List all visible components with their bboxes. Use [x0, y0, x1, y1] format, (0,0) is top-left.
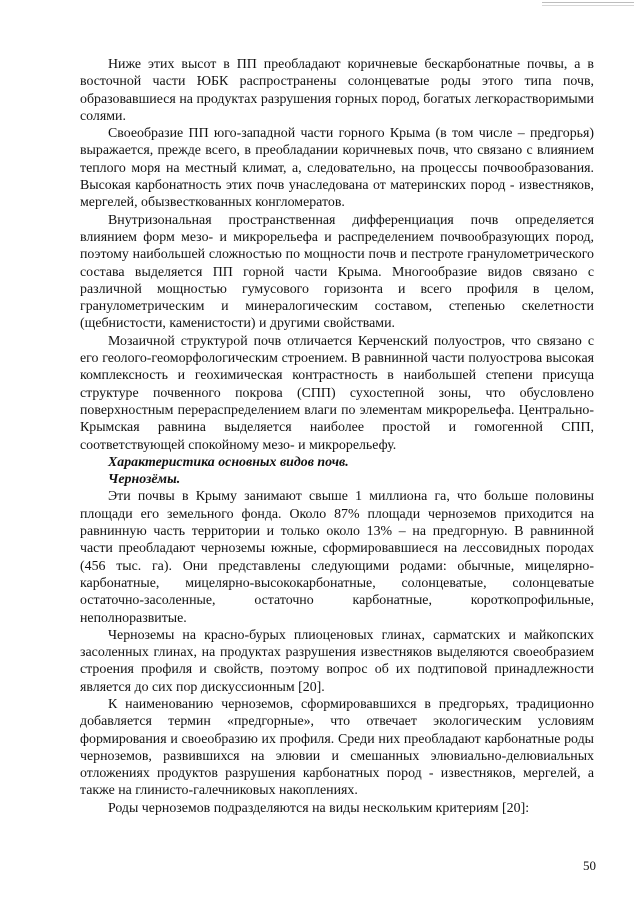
paragraph: Черноземы на красно-бурых плиоценовых глинах, сарматских и майкопских засоленных глинах, на продуктах разрушения известняков выделяются своеобразием строения профиля и свойств, поэтому вопрос об их подтиповой принадлежности является до сих пор дискуссионным [20].: [80, 627, 594, 695]
subsection-heading: Чернозёмы.: [108, 472, 181, 488]
paragraph: Внутризональная пространственная дифференциация почв определяется влиянием форм мезо- и микрорельефа и распределением почвообразующих пород, поэтому наибольшей сложностью по мощности почв и пестроте гранулометрического состава выделяется ПП горной части Крыма. Многообразие видов связано с различной мощностью гумусового горизонта и всего профиля в целом, гранулометрическим и минералогическим составом, степенью скелетности (щебнистости, каменистости) и другими свойствами.: [80, 212, 594, 332]
paragraph: Эти почвы в Крыму занимают свыше 1 миллиона га, что больше половины площади его земельного фонда. Около 87% площади черноземов приходится на равнинную часть территории и только около 13% – на предгорную. В равнинной части преобладают черноземы южные, сформировавшиеся на лессовидных породах (456 тыс. га). Они представлены следующими родами: обычные, мицелярно-карбонатные, мицелярно-высококарбонатные, солонцеватые, солонцеватые остаточно-засоленные, остаточно карбонатные, короткопрофильные, неполноразвитые.: [80, 489, 594, 626]
scan-edge-mark: [542, 2, 634, 6]
paragraph: Ниже этих высот в ПП преобладают коричневые бескарбонатные почвы, а в восточной части ЮБК распространены солонцеватые роды этого типа почв, образовавшиеся на продуктах разрушения горных пород, богатых легкорастворимыми солями.: [80, 57, 594, 124]
document-body: [80, 56, 594, 817]
paragraph: К наименованию черноземов, сформировавшихся в предгорьях, традиционно добавляется термин «предгорные», что отвечает экологическим условиям формирования и своеобразию их профиля. Среди них преобладают карбонатные роды черноземов, развившихся на элювии и смешанных элювиально-делювиальных отложениях продуктов разрушения карбонатных пород - известняков, мергелей, а также на глинисто-галечниковых накоплениях.: [80, 696, 594, 799]
paragraph: Роды черноземов подразделяются на виды нескольким критериям [20]:: [108, 800, 530, 816]
section-heading: Характеристика основных видов почв.: [108, 454, 349, 470]
page-number: 50: [583, 858, 596, 873]
paragraph: Своеобразие ПП юго-западной части горного Крыма (в том числе – предгорья) выражается, прежде всего, в преобладании коричневых почв, что связано с влиянием теплого моря на местный климат, а, следовательно, на процессы почвообразования. Высокая карбонатность этих почв унаследована от материнских пород - известняков, мергелей, обызвесткованных конгломератов.: [80, 126, 594, 211]
paragraph: Мозаичной структурой почв отличается Керченский полуостров, что связано с его геолого-геоморфологическим строением. В равнинной части полуострова высокая комплексность и геохимическая контрастность в наибольшей степени присуща структуре почвенного покрова (СПП) сухостепной зоны, что обусловлено поверхностным перераспределением влаги по элементам микрорельефа. Центрально-Крымская равнина выделяется наиболее простой и гомогенной СПП, соответствующей спокойному мезо- и микрорельефу.: [80, 333, 594, 453]
